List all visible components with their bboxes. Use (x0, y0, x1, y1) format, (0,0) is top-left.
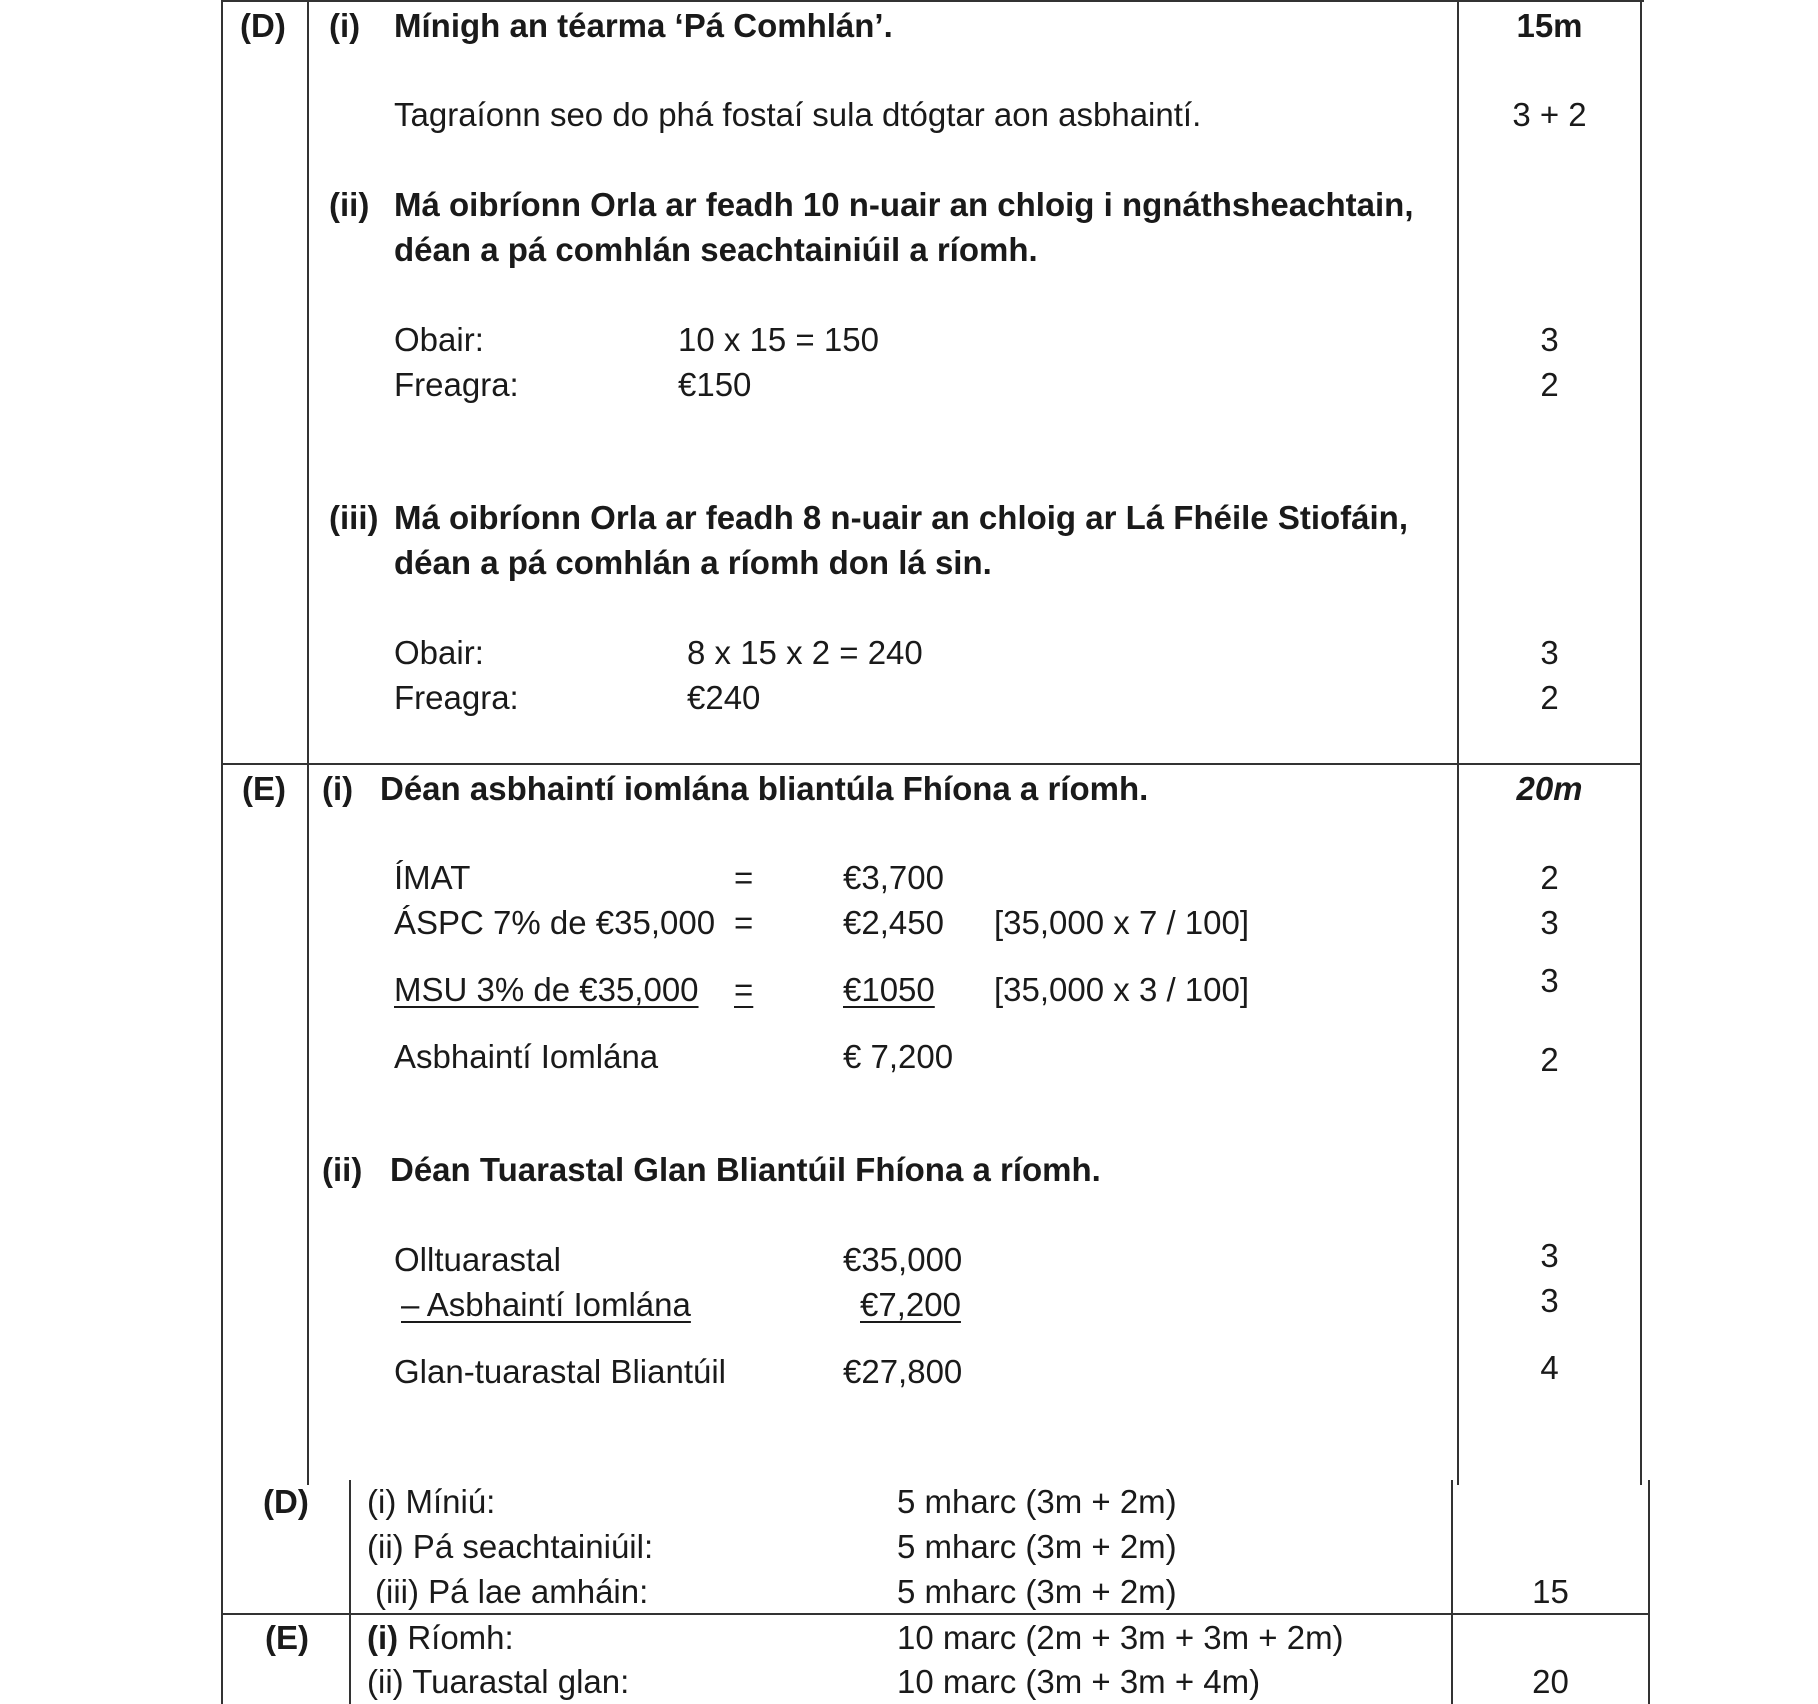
summary-d-total: 15 (1532, 1573, 1569, 1610)
deduction-total-label: Asbhaintí Iomlána (394, 1038, 659, 1075)
summary-d-item-marks: 5 mharc (3m + 2m) (897, 1483, 1177, 1520)
net-pay-row-marks: 3 (1540, 1237, 1559, 1274)
section-d-part-iii-answer-value: €240 (687, 679, 761, 716)
section-d-part-ii-work-label: Obair: (394, 321, 484, 358)
section-d-part-iii-number: (iii) (329, 499, 379, 536)
section-e-part-i-number: (i) (322, 770, 354, 807)
net-pay-row-label: Olltuarastal (394, 1241, 561, 1278)
summary-e-item-marks: 10 marc (2m + 3m + 3m + 2m) (897, 1619, 1344, 1656)
section-d-part-i-answer: Tagraíonn seo do phá fostaí sula dtógtar aon asbhaintí. (394, 96, 1202, 133)
section-d-part-ii-answer-marks: 2 (1540, 366, 1559, 403)
summary-d-item: (ii) Pá seachtainiúil: (367, 1528, 654, 1565)
summary-e-label: (E) (265, 1619, 309, 1656)
deduction-row-value: €1050 (843, 971, 935, 1008)
summary-e-item: (ii) Tuarastal glan: (367, 1663, 630, 1700)
section-d-part-i-answer-marks: 3 + 2 (1512, 96, 1587, 133)
summary-d-item-marks: 5 mharc (3m + 2m) (897, 1528, 1177, 1565)
section-d-total-marks: 15m (1516, 7, 1583, 44)
section-e-label: (E) (242, 770, 286, 807)
summary-e-item-text: Ríomh: (398, 1619, 514, 1656)
net-pay-result-marks: 4 (1540, 1349, 1559, 1386)
section-d-label: (D) (240, 7, 286, 44)
section-e-part-i-question: Déan asbhaintí iomlána bliantúla Fhíona a ríomh. (380, 770, 1149, 807)
deduction-row-label: ÁSPC 7% de €35,000 (394, 904, 716, 941)
summary-d-item: (iii) Pá lae amháin: (375, 1573, 649, 1610)
deduction-row-value: €2,450 (843, 904, 944, 941)
section-d-part-i-number: (i) (329, 7, 361, 44)
section-e-part-ii-question: Déan Tuarastal Glan Bliantúil Fhíona a ríomh. (390, 1151, 1101, 1188)
section-d-part-iii-work-marks: 3 (1540, 634, 1559, 671)
section-d-part-ii-question-line1: Má oibríonn Orla ar feadh 10 n-uair an chloig i ngnáthsheachtain, (394, 186, 1414, 223)
table-left-border (221, 0, 223, 1485)
deduction-row-value: €3,700 (843, 859, 944, 896)
section-d-part-ii-answer-label: Freagra: (394, 366, 519, 403)
section-d-part-ii-work-marks: 3 (1540, 321, 1559, 358)
label-column-divider (307, 0, 309, 1485)
section-e-part-ii-number: (ii) (322, 1151, 363, 1188)
section-d-part-iii-work-value: 8 x 15 x 2 = 240 (687, 634, 923, 671)
deduction-row-marks: 2 (1540, 859, 1559, 896)
section-d-part-iii-work-label: Obair: (394, 634, 484, 671)
summary-e-item-number: (i) (367, 1619, 399, 1656)
table-top-border (221, 0, 1644, 2)
section-d-part-ii-question-line2: déan a pá comhlán seachtainiúil a ríomh. (394, 231, 1038, 268)
net-pay-row-label: – Asbhaintí Iomlána (401, 1286, 691, 1323)
section-d-part-ii-work-value: 10 x 15 = 150 (678, 321, 879, 358)
section-d-part-i-question: Mínigh an téarma ‘Pá Comhlán’. (394, 7, 893, 44)
net-pay-row-value: €35,000 (843, 1241, 963, 1278)
section-d-part-iii-question-line2: déan a pá comhlán a ríomh don lá sin. (394, 544, 992, 581)
summary-e-item-marks: 10 marc (3m + 3m + 4m) (897, 1663, 1261, 1700)
summary-left-border (221, 1480, 223, 1704)
table-right-border (1640, 0, 1642, 1485)
net-pay-result-label: Glan-tuarastal Bliantúil (394, 1353, 726, 1390)
deduction-row-equals: = (734, 904, 754, 941)
deduction-row-marks: 3 (1540, 904, 1559, 941)
net-pay-row-marks: 3 (1540, 1282, 1559, 1319)
deduction-row-marks: 3 (1540, 962, 1559, 999)
section-divider-de (221, 763, 1642, 765)
deduction-row-calculation: [35,000 x 7 / 100] (994, 904, 1250, 941)
summary-right-border (1648, 1480, 1650, 1704)
deduction-row-equals: = (734, 859, 754, 896)
section-d-part-ii-number: (ii) (329, 186, 370, 223)
section-d-part-ii-answer-value: €150 (678, 366, 752, 403)
deduction-total-marks: 2 (1540, 1041, 1559, 1078)
section-e-total-marks: 20m (1516, 770, 1583, 807)
summary-d-item: (i) Míniú: (367, 1483, 496, 1520)
deduction-row-label: ÍMAT (394, 859, 471, 896)
net-pay-row-value: €7,200 (860, 1286, 961, 1323)
deduction-row-calculation: [35,000 x 3 / 100] (994, 971, 1250, 1008)
summary-e-item (367, 1618, 514, 1658)
section-d-part-iii-question-line1: Má oibríonn Orla ar feadh 8 n-uair an chloig ar Lá Fhéile Stiofáin, (394, 499, 1408, 536)
summary-d-label: (D) (263, 1483, 309, 1520)
deduction-row-label: MSU 3% de €35,000 (394, 971, 699, 1008)
deduction-total-value: € 7,200 (843, 1038, 954, 1075)
section-d-part-iii-answer-label: Freagra: (394, 679, 519, 716)
summary-d-item-marks: 5 mharc (3m + 2m) (897, 1573, 1177, 1610)
summary-label-divider (349, 1480, 351, 1704)
summary-row-divider (221, 1613, 1650, 1615)
net-pay-result-value: €27,800 (843, 1353, 963, 1390)
deduction-row-equals: = (734, 971, 754, 1008)
summary-e-total: 20 (1532, 1663, 1569, 1700)
section-d-part-iii-answer-marks: 2 (1540, 679, 1559, 716)
